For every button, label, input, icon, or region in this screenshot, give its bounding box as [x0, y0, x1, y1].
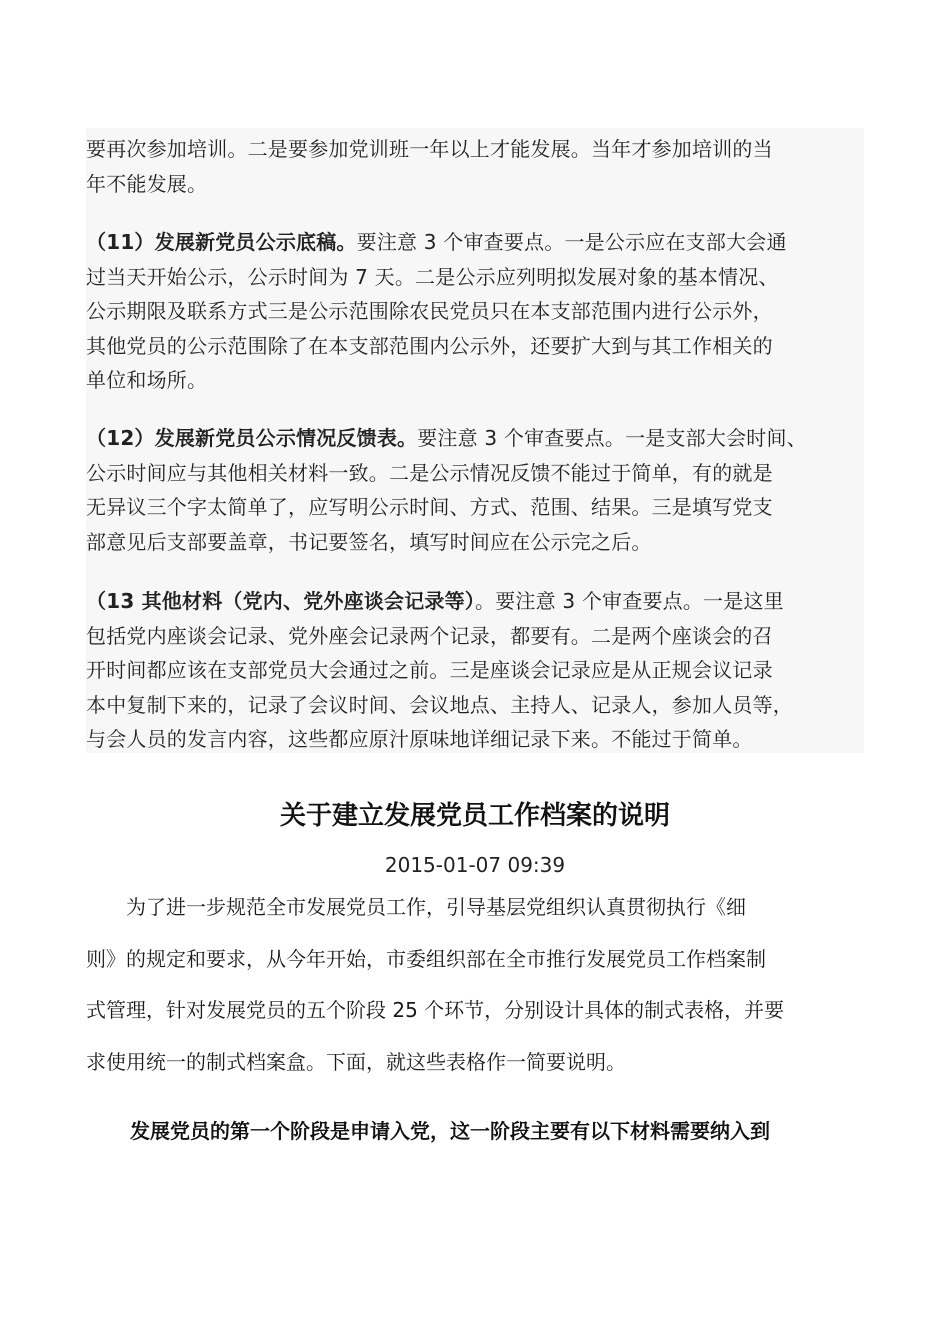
paragraph-line: 包括党内座谈会记录、党外座会记录两个记录，都要有。二是两个座谈会的召: [86, 623, 773, 648]
article-date: 2015-01-07 09:39: [384, 853, 566, 877]
paragraph-line: 与会人员的发言内容，这些都应原汁原味地详细记录下来。不能过于简单。: [86, 727, 753, 751]
item-11-text: 要注意 3 个审查要点。一是公示应在支部大会通: [356, 230, 787, 254]
paragraph-line: [86, 225, 866, 260]
paragraph-line: 本中复制下来的，记录了会议时间、会议地点、主持人、记录人，参加人员等，: [86, 692, 793, 717]
item-12-text: 要注意 3 个审查要点。一是支部大会时间、: [417, 426, 807, 450]
paragraph-line: [86, 421, 866, 456]
item-12-paragraph: [86, 421, 866, 559]
paragraph-line: 公示时间应与其他相关材料一致。二是公示情况反馈不能过于简单，有的就是: [86, 460, 773, 485]
paragraph-line: 其他党员的公示范围除了在本支部范围内公示外，还要扩大到与其工作相关的: [86, 333, 773, 358]
paragraph-line: 开时间都应该在支部党员大会通过之前。三是座谈会记录应是从正规会议记录: [86, 658, 773, 682]
paragraph-line: 部意见后支部要盖章，书记要签名，填写时间应在公示完之后。: [86, 529, 652, 554]
item-12-heading: （12）发展新党员公示情况反馈表。: [86, 426, 418, 450]
paragraph-line: 无异议三个字太简单了，应写明公示时间、方式、范围、结果。三是填写党支: [86, 495, 773, 519]
paragraph-line: [86, 584, 866, 619]
paragraph-line: 单位和场所。: [86, 368, 208, 392]
article-body: [86, 882, 876, 1088]
intro-paragraph: [86, 132, 866, 201]
stage-one-heading: 发展党员的第一个阶段是申请入党，这一阶段主要有以下材料需要纳入到: [130, 1119, 770, 1143]
paragraph-line: 式管理，针对发展党员的五个阶段 25 个环节，分别设计具体的制式表格，并要: [86, 998, 785, 1022]
article-title: 关于建立发展党员工作档案的说明: [279, 801, 670, 831]
item-13-paragraph: [86, 584, 866, 757]
paragraph-line: 则》的规定和要求，从今年开始，市委组织部在全市推行发展党员工作档案制: [86, 946, 766, 971]
paragraph-line: 求使用统一的制式档案盒。下面，就这些表格作一简要说明。: [86, 1049, 626, 1074]
item-13-heading: （13 其他材料（党内、党外座谈会记录等）: [86, 589, 475, 613]
item-13-text: 。要注意 3 个审查要点。一是这里: [475, 589, 784, 613]
item-11-heading: （11）发展新党员公示底稿。: [86, 230, 357, 254]
paragraph-line: 过当天开始公示，公示时间为 7 天。二是公示应列明拟发展对象的基本情况、: [86, 264, 779, 289]
paragraph-line: 年不能发展。: [86, 171, 208, 196]
paragraph-line: 公示期限及联系方式三是公示范围除农民党员只在本支部范围内进行公示外，: [86, 299, 773, 323]
paragraph-line: 要再次参加培训。二是要参加党训班一年以上才能发展。当年才参加培训的当: [86, 137, 773, 161]
paragraph-line: 为了进一步规范全市发展党员工作，引导基层党组织认真贯彻执行《细: [86, 895, 746, 919]
item-11-paragraph: [86, 225, 866, 398]
